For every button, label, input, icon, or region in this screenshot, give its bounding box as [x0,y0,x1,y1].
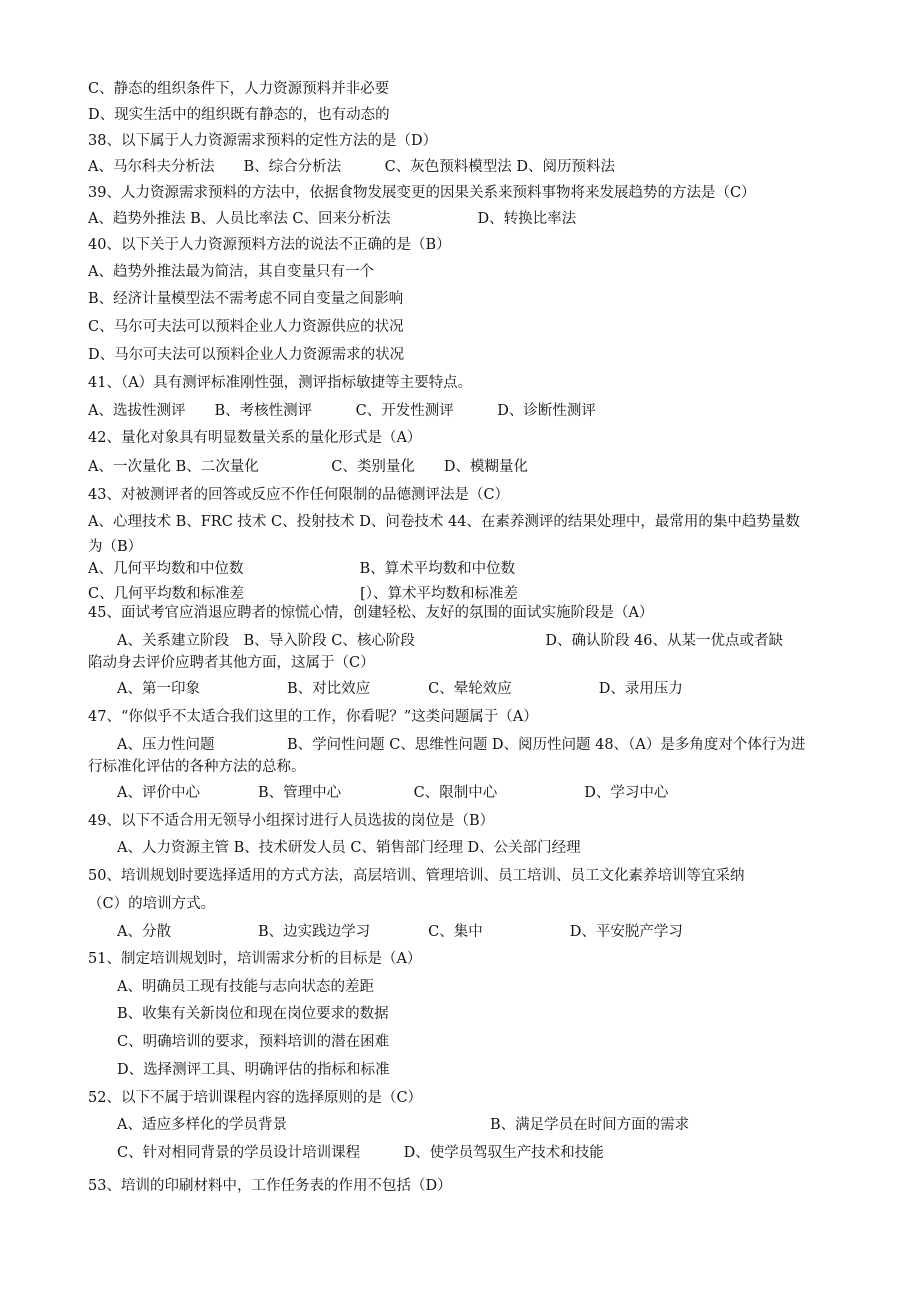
text-line: D、现实生活中的组织既有静态的，也有动态的 [88,107,390,123]
text-line: 50、培训规划时要选择适用的方式方法，高层培训、管理培训、员工培训、员工文化素养培训等宜采纳 [88,868,745,884]
text-line: 为（B） [88,539,143,555]
text-line: A、分散 B、边实践边学习 C、集中 D、平安脱产学习 [88,924,683,940]
text-line: 47、“你似乎不太适合我们这里的工作，你看呢？”这类问题属于（A） [88,709,538,725]
text-line: 39、人力资源需求预料的方法中，依据食物发展变更的因果关系来预料事物将来发展趋势的方法是（C） [88,185,756,201]
text-line: D、选择测评工具、明确评估的指标和标准 [88,1062,390,1078]
text-line: A、马尔科夫分析法 B、综合分析法 C、灰色预料模型法 D、阅历预料法 [88,159,615,175]
text-line: C、针对相同背景的学员设计培训课程 D、使学员驾驭生产技术和技能 [88,1145,604,1161]
text-line: 陷动身去评价应聘者其他方面，这属于（C） [88,655,375,671]
text-line: A、一次量化 B、二次量化 C、类别量化 D、模糊量化 [88,459,528,475]
text-line: 49、以下不适合用无领导小组探讨进行人员选拔的岗位是（B） [88,813,495,829]
text-line: A、适应多样化的学员背景 B、满足学员在时间方面的需求 [88,1117,690,1133]
text-line: A、第一印象 B、对比效应 C、晕轮效应 D、录用压力 [88,681,683,697]
text-line: C、几何平均数和标准差 [）、算术平均数和标准差 [88,586,518,602]
text-line: A、明确员工现有技能与志向状态的差距 [88,979,374,995]
text-line: 51、制定培训规划时，培训需求分析的目标是（A） [88,951,422,967]
text-line: A、趋势外推法最为简洁，其自变量只有一个 [88,264,374,280]
text-line: 43、对被测评者的回答或反应不作任何限制的品德测评法是（C） [88,487,510,503]
text-line: A、关系建立阶段 B、导入阶段 C、核心阶段 D、确认阶段 46、从某一优点或者缺 [88,633,784,649]
text-line: C、明确培训的要求，预料培训的潜在困难 [88,1034,390,1050]
text-line: 42、量化对象具有明显数量关系的量化形式是（A） [88,430,422,446]
text-line: 38、以下属于人力资源需求预料的定性方法的是（D） [88,133,438,149]
text-line: 52、以下不属于培训课程内容的选择原则的是（C） [88,1090,423,1106]
text-line: 40、以下关于人力资源预料方法的说法不正确的是（B） [88,237,451,253]
text-line: B、经济计量模型法不需考虑不同自变量之间影响 [88,291,404,307]
text-line: （C）的培训方式。 [88,896,216,912]
text-line: A、趋势外推法 B、人员比率法 C、回来分析法 D、转换比率法 [88,211,577,227]
text-line: 41、（A）具有测评标准刚性强，测评指标敏捷等主要特点。 [88,375,473,391]
text-line: A、压力性问题 B、学问性问题 C、思维性问题 D、阅历性问题 48、（A）是多角度对个体行为进 [88,737,806,753]
text-line: 行标准化评估的各种方法的总称。 [88,759,306,775]
text-line: 53、培训的印刷材料中，工作任务表的作用不包括（D） [88,1178,452,1194]
text-line: A、几何平均数和中位数 B、算术平均数和中位数 [88,561,516,577]
text-line: B、收集有关新岗位和现在岗位要求的数据 [88,1006,389,1022]
text-line: A、心理技术 B、FRC 技术 C、投射技术 D、问卷技术 44、在素养测评的结果处理中，最常用的集中趋势量数 [88,514,800,530]
text-line: A、选拔性测评 B、考核性测评 C、开发性测评 D、诊断性测评 [88,403,596,419]
text-line: C、马尔可夫法可以预料企业人力资源供应的状况 [88,319,404,335]
text-line: D、马尔可夫法可以预料企业人力资源需求的状况 [88,347,405,363]
text-line: C、静态的组织条件下，人力资源预料并非必要 [88,81,390,97]
text-line: 45、面试考官应消退应聘者的惊慌心情，创建轻松、友好的氛围的面试实施阶段是（A） [88,605,654,621]
text-line: A、人力资源主管 B、技术研发人员 C、销售部门经理 D、公关部门经理 [88,840,581,856]
text-line: A、评价中心 B、管理中心 C、限制中心 D、学习中心 [88,785,669,801]
